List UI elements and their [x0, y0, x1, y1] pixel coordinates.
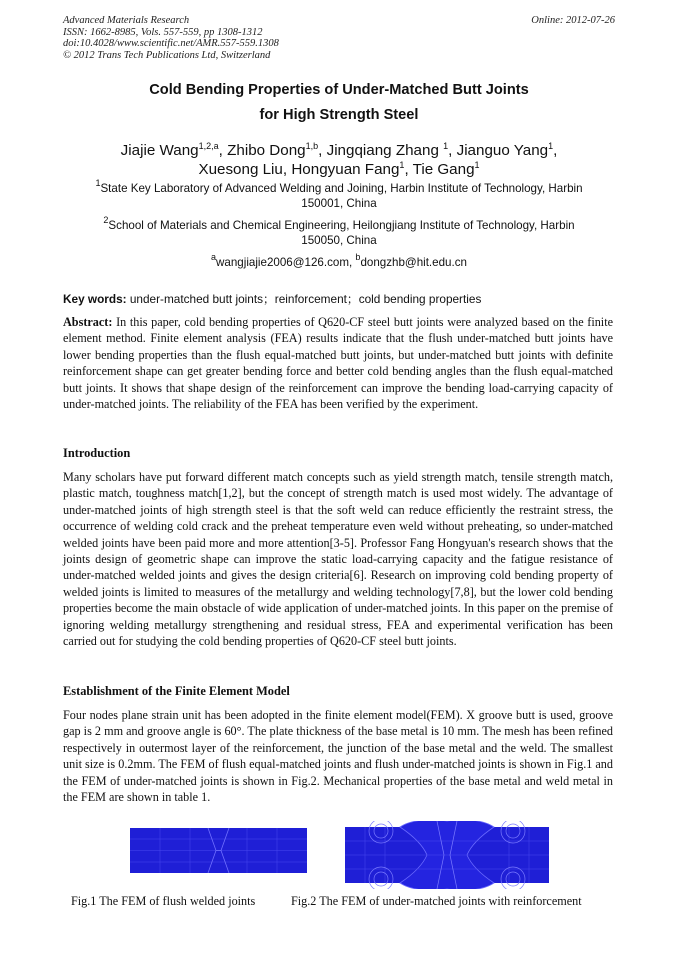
abstract — [63, 314, 613, 412]
author-affil-sup: 1,b — [305, 141, 319, 151]
introduction-body: Many scholars have put forward different match concepts such as yield strength match, tensile strength match, plastic match, toughness match[1,2], but the concept of strength match is used most widely. The advantage of under-matched joints of high strength steel is that the soft weld can reduce efficiently the restraint stress, the occurrence of welding cold crack and the preheat temperature even weld without preheating, so under-matched welded joints have been paid more and more attention[3-5]. Professor Fang Hongyuan's research shows that the joints design of geometric shape can improve the static load-carrying capacity and the fatigue resistance of under-matched welded joints and gives the design criteria[6]. Research on improving cold bending property of welded joints is limited to measures of the metallurgy and welding technology[7,8], but the lower cold bending properties become the main obstacle of wide application of under-matched joints. In this paper on the premise of ignoring welding metallurgy strengthening and residual stress, FEA and experimental verification has been carried out for studying the cold bending properties of Q620-CF steel butt joints. — [63, 470, 613, 649]
fig1-caption: Fig.1 The FEM of flush welded joints — [71, 894, 256, 908]
author-name: Xuesong Liu — [198, 161, 283, 178]
section-heading-introduction: Introduction — [63, 446, 131, 460]
affiliation-text: School of Materials and Chemical Engineering, Heilongjiang Institute of Technology, Harbin — [108, 219, 575, 232]
affiliation-sup: 2 — [103, 215, 109, 225]
author-affil-sup: 1 — [548, 141, 554, 151]
email-b[interactable]: dongzhb@hit.edu.cn — [360, 256, 467, 269]
online-date: Online: 2012-07-26 — [531, 15, 615, 26]
keywords — [63, 290, 623, 307]
author-name: Tie Gang — [412, 161, 475, 178]
author-separator: , — [318, 142, 327, 159]
affiliation-1 — [70, 178, 608, 211]
author-name: Zhibo Dong — [227, 142, 306, 159]
fem-body: Four nodes plane strain unit has been adopted in the finite element model(FEM). X groove butt is used, groove gap is 2 mm and groove angle is 60°. The plate thickness of the base metal is 10 mm. The mesh has been refined respectively in outermost layer of the reinforcement, the junction of the base metal and the weld. The smallest unit size is 0.2mm. The FEM of flush equal-matched joints and flush under-matched joints is shown in Fig.1 and the FEM of under-matched joints is shown in Fig.2. Mechanical properties of the base metal and weld metal in the FEM are shown in table 1. — [63, 708, 613, 805]
author-separator: , — [218, 142, 228, 159]
journal-name: Advanced Materials Research — [63, 15, 190, 26]
affiliation-2 — [70, 215, 608, 248]
fig2-caption: Fig.2 The FEM of under-matched joints with reinforcement — [291, 894, 582, 908]
author-separator: , — [553, 142, 558, 159]
author-name: Hongyuan Fang — [291, 161, 400, 178]
email-a[interactable]: wangjiajie2006@126.com, — [216, 256, 356, 269]
author-affil-sup: 1 — [474, 160, 480, 170]
author-separator: , — [282, 161, 292, 178]
author-separator: , — [448, 142, 457, 159]
author-line-1 — [40, 141, 638, 160]
affiliation-postal: 150001, China — [301, 197, 377, 210]
paper-title-line2: for High Strength Steel — [259, 107, 419, 123]
author-affil-sup: 1 — [443, 141, 449, 151]
email-sup-b: b — [355, 252, 361, 262]
keywords-label: Key words: — [63, 292, 127, 306]
fig1-flush-joint-mesh — [130, 828, 307, 873]
email-sup-a: a — [211, 252, 217, 262]
author-name: Jingqiang Zhang — [326, 142, 444, 159]
author-affil-sup: 1,2,a — [198, 141, 219, 151]
fig2-reinforced-joint-mesh — [345, 821, 549, 889]
abstract-text: In this paper, cold bending properties of Q620-CF steel butt joints were analyzed based on the finite element method. Finite element analysis (FEA) results indicate that the flush under-matched butt joints have lower bending properties than the flush equal-matched butt joints, but under-matched butt joints with definite reinforcement shape can get greater bending force and better cold bending angles than the flush equal-matched butt joints. It shows that shape design of the reinforcement can improve the bending load-carrying capacity of under-matched joints. The reliability of the FEA has been verified by the experiment. — [63, 315, 613, 412]
keywords-text: under-matched butt joints；reinforcement；cold bending properties — [126, 292, 482, 306]
author-emails — [40, 252, 638, 269]
section-heading-fem: Establishment of the Finite Element Model — [63, 684, 290, 698]
affiliation-sup: 1 — [95, 178, 101, 188]
issn-line: ISSN: 1662-8985, Vols. 557-559, pp 1308-1312 — [63, 26, 263, 38]
affiliation-text: State Key Laboratory of Advanced Welding and Joining, Harbin Institute of Technology, Harbin — [100, 182, 583, 195]
author-affil-sup: 1 — [399, 160, 405, 170]
abstract-label: Abstract: — [63, 315, 113, 329]
author-name: Jianguo Yang — [456, 142, 549, 159]
affiliation-postal: 150050, China — [301, 234, 377, 247]
copyright-line: © 2012 Trans Tech Publications Ltd, Switzerland — [63, 49, 271, 61]
doi-line: doi:10.4028/www.scientific.net/AMR.557-559.1308 — [63, 38, 279, 50]
author-separator: , — [404, 161, 413, 178]
journal-metadata — [63, 15, 279, 61]
author-list — [40, 141, 638, 179]
author-line-2 — [40, 160, 638, 179]
paper-title-line1: Cold Bending Properties of Under-Matched Butt Joints — [149, 82, 529, 98]
author-name: Jiajie Wang — [120, 142, 199, 159]
